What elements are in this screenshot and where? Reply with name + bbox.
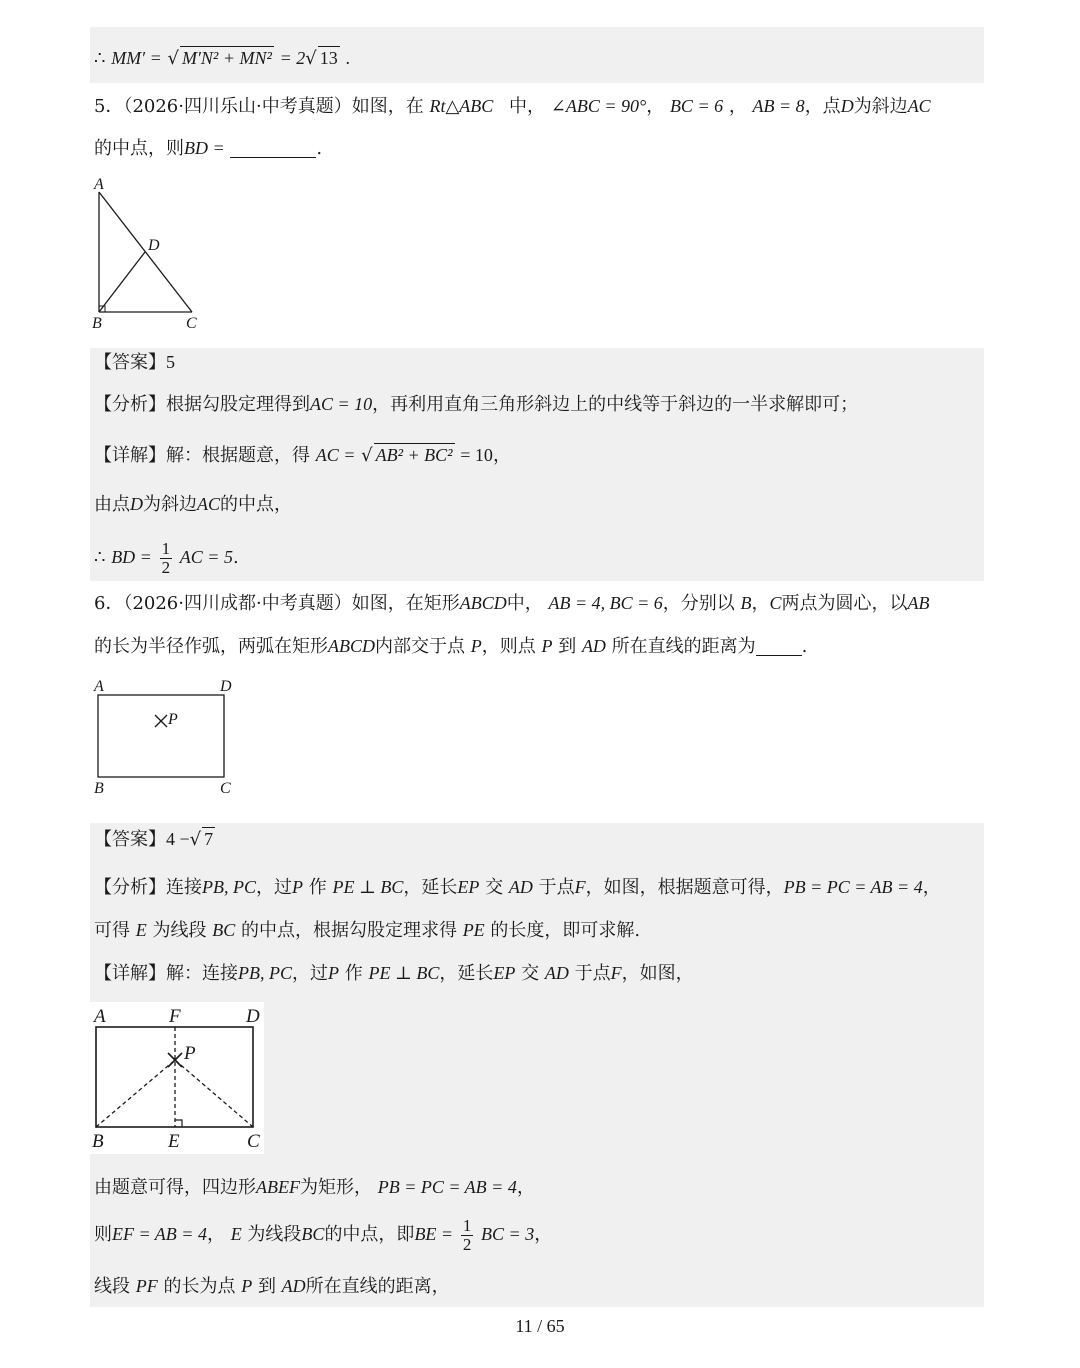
answer-value: 4 − [166,829,190,849]
question-source: （2026·四川乐山·中考真题） [123,96,352,117]
page-number: 11 / 65 [515,1316,565,1336]
label-d: D [246,1006,260,1027]
answer-blank [230,137,316,158]
fraction-half: $\frac{1}{2}$ [161,538,171,577]
answer-tag: 【答案】 [94,829,166,850]
answer-tag: 【答案】 [94,352,166,373]
q6-answer: 【答案】4 −√ 7 [94,829,214,850]
label-e: E [168,1131,180,1152]
q5-stem-line2: 的中点，则BD = . [94,138,323,159]
label-d: D [148,237,160,254]
question-number: 5． [94,96,124,117]
q5-analysis: 【分析】根据勾股定理得到AC = 10，再利用直角三角形斜边上的中线等于斜边的一半求解即可； [94,394,859,415]
q6-rectangle-figure [88,674,248,800]
label-c: C [220,780,231,797]
label-b: B [92,1131,104,1152]
label-p: P [184,1043,196,1064]
analysis-tag: 【分析】 [94,394,166,415]
q6-stem-line2: 的长为半径作弧，两弧在矩形ABCD内部交于点 P，则点 P 到 AD 所在直线的距离为 . [94,636,808,657]
q6-step2: 则EF = AB = 4， E 为线段BC的中点，即BE = $\frac{1}{2}$ BC = 3， [94,1215,553,1254]
top-equation: ∴ MM′ = √ M′N² + MN² = 2√ 13 . [94,48,350,69]
q5-line-d: 由点D为斜边AC的中点， [94,494,293,515]
question-number: 6． [94,593,124,614]
q6-step1: 由题意可得，四边形ABEF为矩形， PB = PC = AB = 4， [94,1177,535,1198]
q5-stem-line1: 5．（2026·四川乐山·中考真题）如图，在 Rt△ABC 中， ∠ABC = 90°， BC = 6 ， AB = 8，点D为斜边AC [94,96,931,117]
detail-tag: 【详解】 [94,963,166,984]
label-f: F [169,1006,181,1027]
answer-value: 5 [166,352,175,372]
q5-triangle-figure [88,172,218,334]
answer-blank [756,635,802,656]
q6-solution-figure [90,1002,264,1154]
q6-detail: 【详解】解：连接PB, PC，过P 作 PE ⊥ BC，延长EP 交 AD 于点F，如图， [94,963,694,984]
label-c: C [247,1131,260,1152]
q5-conclusion: ∴ BD = $\frac{1}{2}$ AC = 5. [94,538,239,577]
detail-tag: 【详解】 [94,445,166,466]
q5-answer [94,348,175,377]
q6-stem-line1: 6．（2026·四川成都·中考真题）如图，在矩形ABCD中， AB = 4, BC = 6，分别以 B，C两点为圆心，以AB [94,593,930,614]
label-b: B [92,315,102,332]
fraction-half: $\frac{1}{2}$ [462,1215,472,1254]
therefore-symbol: ∴ [94,48,106,68]
label-c: C [186,315,197,332]
question-source: （2026·四川成都·中考真题） [123,593,352,614]
label-a: A [94,678,104,695]
q5-detail: 【详解】解：根据题意，得 AC = √ AB² + BC² = 10， [94,445,511,466]
label-a: A [94,1006,106,1027]
q6-analysis-line1: 【分析】连接PB, PC，过P 作 PE ⊥ BC，延长EP 交 AD 于点F，如图，根据题意可得，PB = PC = AB = 4， [94,877,941,898]
q6-analysis-line2: 可得 E 为线段 BC 的中点，根据勾股定理求得 PE 的长度，即可求解. [94,920,641,941]
analysis-tag: 【分析】 [94,877,166,898]
q6-step3: 线段 PF 的长为点 P 到 AD所在直线的距离， [94,1276,450,1297]
label-b: B [94,780,104,797]
label-d: D [220,678,232,695]
label-p: P [168,711,178,728]
label-a: A [94,176,104,193]
